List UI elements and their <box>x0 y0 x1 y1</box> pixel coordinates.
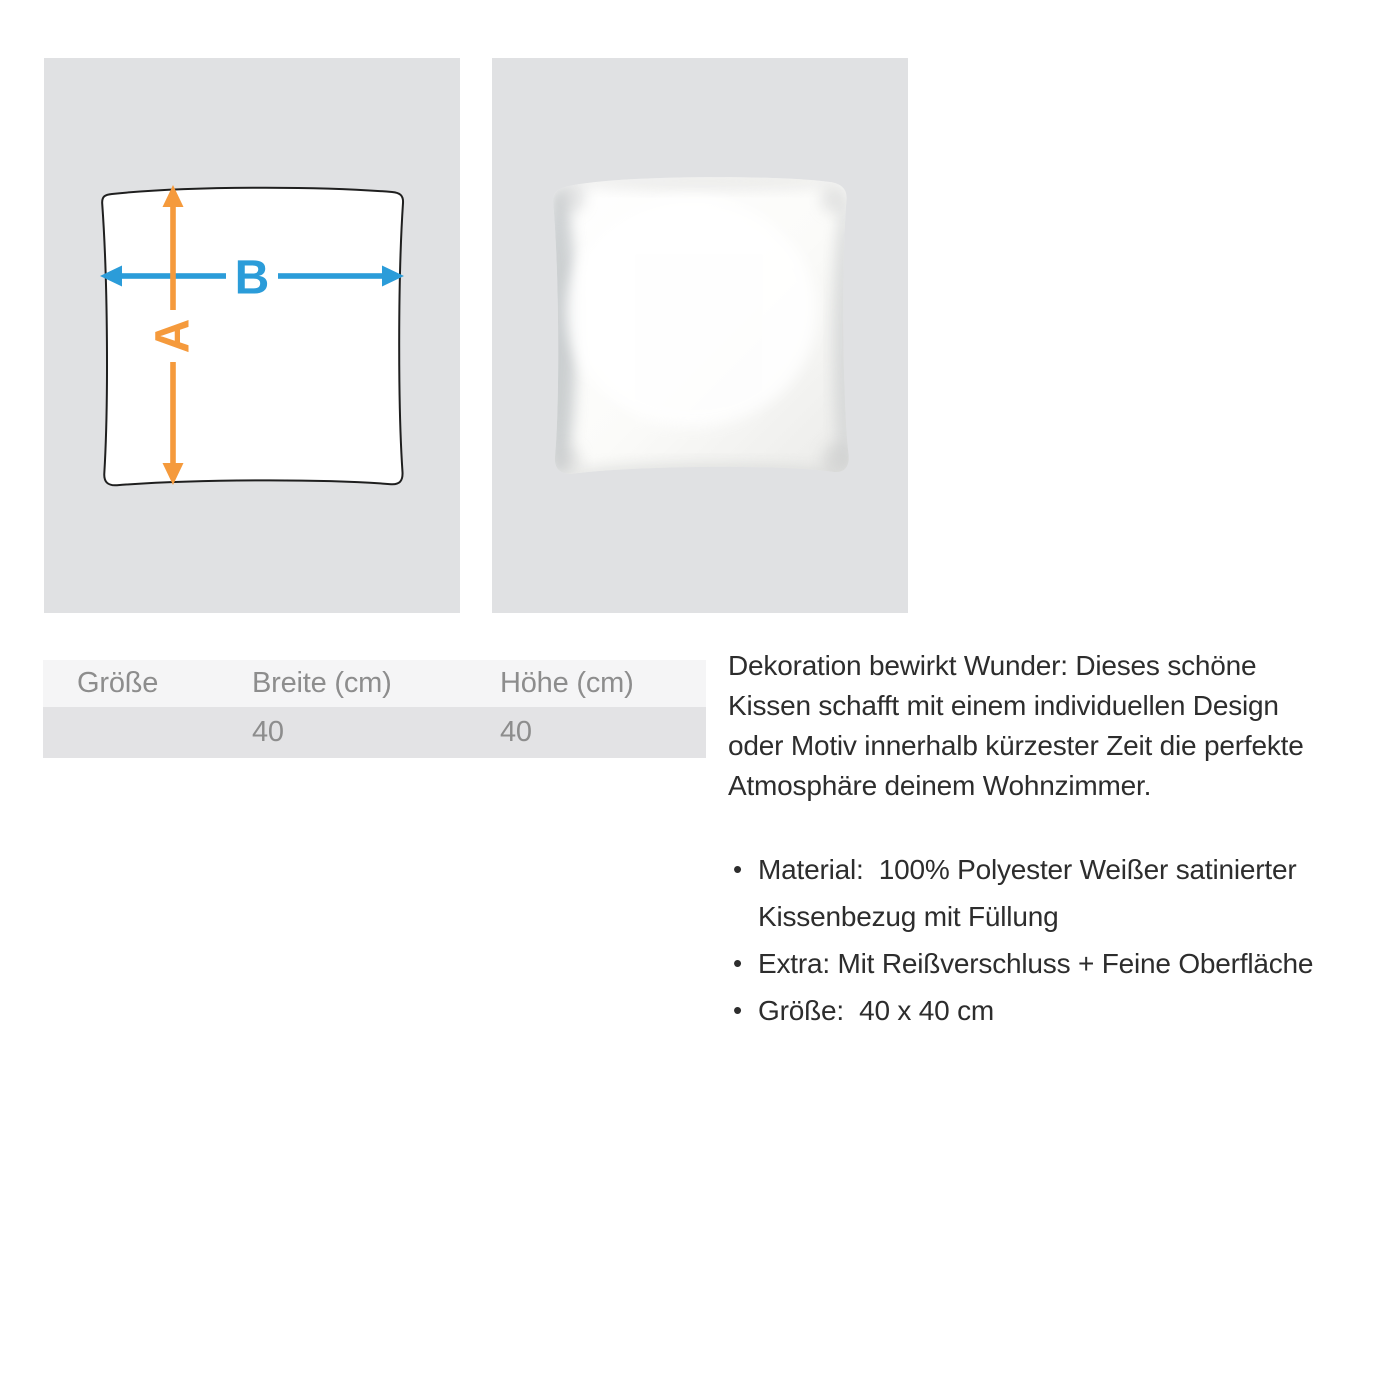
description-line: Atmosphäre deinem Wohnzimmer. <box>728 770 1152 801</box>
pillow-photo <box>542 167 860 489</box>
size-table-data-row <box>43 707 706 758</box>
size-table <box>43 660 706 758</box>
height-label: A <box>146 318 200 354</box>
bullet-icon: • <box>733 995 742 1025</box>
col-header-hoehe: Höhe (cm) <box>500 667 634 699</box>
pillow-size-diagram <box>97 182 407 494</box>
feature-line: Größe: 40 x 40 cm <box>758 995 995 1026</box>
col-header-breite: Breite (cm) <box>252 667 392 699</box>
description-line: Dekoration bewirkt Wunder: Dieses schöne <box>728 650 1257 681</box>
feature-line: Kissenbezug mit Füllung <box>758 901 1059 932</box>
feature-item-extra <box>728 940 1380 987</box>
col-header-groesse: Größe <box>77 667 159 699</box>
cell-hoehe: 40 <box>500 716 532 748</box>
description-paragraph <box>728 646 1380 806</box>
feature-list <box>728 846 1380 1034</box>
product-description <box>728 646 1380 1034</box>
feature-line: Extra: Mit Reißverschluss + Feine Oberfläche <box>758 948 1314 979</box>
description-line: Kissen schafft mit einem individuellen Design <box>728 690 1279 721</box>
size-table-header-row <box>43 660 706 707</box>
cell-breite: 40 <box>252 716 284 748</box>
bullet-icon: • <box>733 948 742 978</box>
size-diagram-panel <box>44 58 460 613</box>
bullet-icon: • <box>733 854 742 884</box>
feature-item-groesse <box>728 987 1380 1034</box>
feature-line: Material: 100% Polyester Weißer satinierter <box>758 854 1297 885</box>
description-line: oder Motiv innerhalb kürzester Zeit die perfekte <box>728 730 1304 761</box>
width-label: B <box>234 251 270 305</box>
product-photo-panel <box>492 58 908 613</box>
feature-item-material <box>728 846 1380 940</box>
